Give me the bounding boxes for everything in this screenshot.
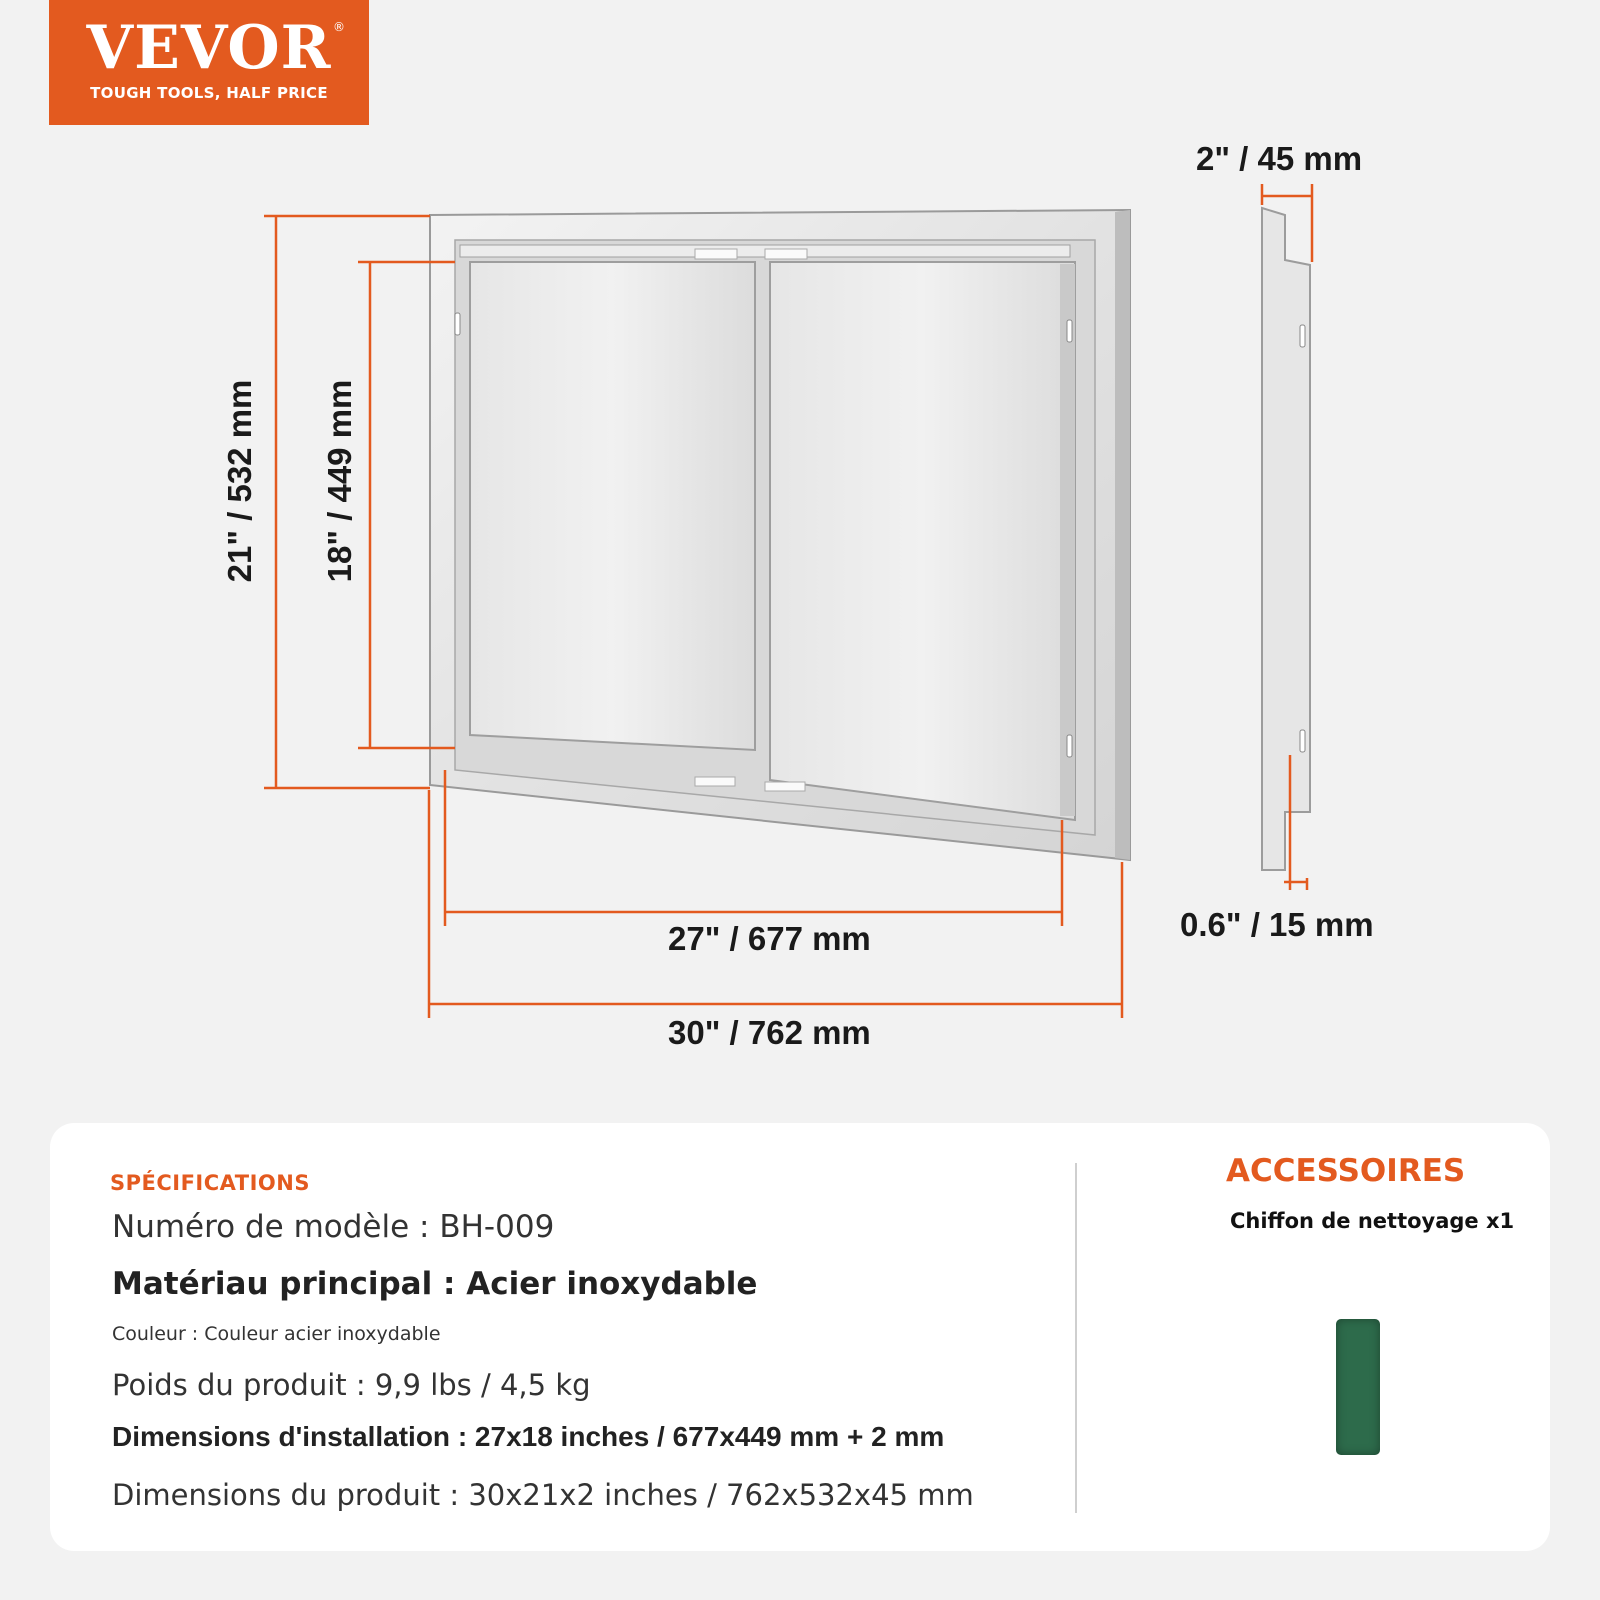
inner-width-label: 27" / 677 mm	[668, 920, 871, 957]
spec-material	[112, 1266, 757, 1302]
spec-material-value: Acier inoxydable	[455, 1266, 758, 1302]
registered-mark: ®	[333, 20, 345, 34]
outer-height-label: 21" / 532 mm	[221, 379, 258, 583]
latch-top-right	[765, 249, 807, 259]
mount-slot	[1300, 730, 1305, 752]
depth-label: 2" / 45 mm	[1196, 140, 1363, 177]
latch-bottom-left	[695, 777, 735, 786]
right-door-panel	[770, 262, 1075, 820]
spec-install-dimensions	[112, 1421, 944, 1453]
spec-weight	[112, 1368, 591, 1402]
spec-product-label: Dimensions du produit :	[112, 1478, 460, 1512]
left-door-panel	[470, 262, 755, 750]
spec-install-value: 27x18 inches / 677x449 mm + 2 mm	[467, 1421, 945, 1452]
brand-tagline: TOUGH TOOLS, HALF PRICE	[90, 84, 328, 102]
spec-model-label: Numéro de modèle :	[112, 1209, 430, 1245]
spec-material-label: Matériau principal :	[112, 1266, 456, 1302]
spec-install-label: Dimensions d'installation :	[112, 1421, 468, 1452]
mount-slot	[1300, 325, 1305, 347]
spec-model-value: BH-009	[429, 1209, 555, 1245]
latch-top-left	[695, 249, 737, 259]
spec-color-value: Couleur acier inoxydable	[198, 1323, 441, 1345]
spec-product-dimensions	[112, 1478, 974, 1512]
spec-product-value: 30x21x2 inches / 762x532x45 mm	[459, 1478, 974, 1512]
specifications-title: SPÉCIFICATIONS	[110, 1171, 310, 1195]
latch-bottom-right	[765, 782, 805, 791]
spec-weight-value: 9,9 lbs / 4,5 kg	[365, 1368, 591, 1402]
door-frame-edge	[1115, 210, 1130, 860]
specifications-card	[50, 1123, 1550, 1551]
right-door-edge	[1060, 264, 1075, 816]
inner-height-label: 18" / 449 mm	[321, 379, 358, 583]
mount-slot	[1067, 735, 1072, 757]
flange-label: 0.6" / 15 mm	[1180, 906, 1374, 943]
accessory-item: Chiffon de nettoyage x1	[1230, 1209, 1515, 1233]
outer-width-label: 30" / 762 mm	[668, 1014, 871, 1051]
side-profile	[1262, 208, 1310, 870]
mount-slot	[455, 313, 460, 335]
cleaning-cloth-image	[1336, 1319, 1380, 1455]
mount-slot	[1067, 320, 1072, 342]
spec-color	[112, 1323, 441, 1345]
spec-divider	[1075, 1163, 1077, 1513]
accessories-title: ACCESSOIRES	[1226, 1153, 1466, 1189]
spec-color-label: Couleur :	[112, 1323, 199, 1345]
brand-name: VEVOR	[86, 13, 332, 83]
spec-model	[112, 1209, 554, 1245]
spec-weight-label: Poids du produit :	[112, 1368, 366, 1402]
